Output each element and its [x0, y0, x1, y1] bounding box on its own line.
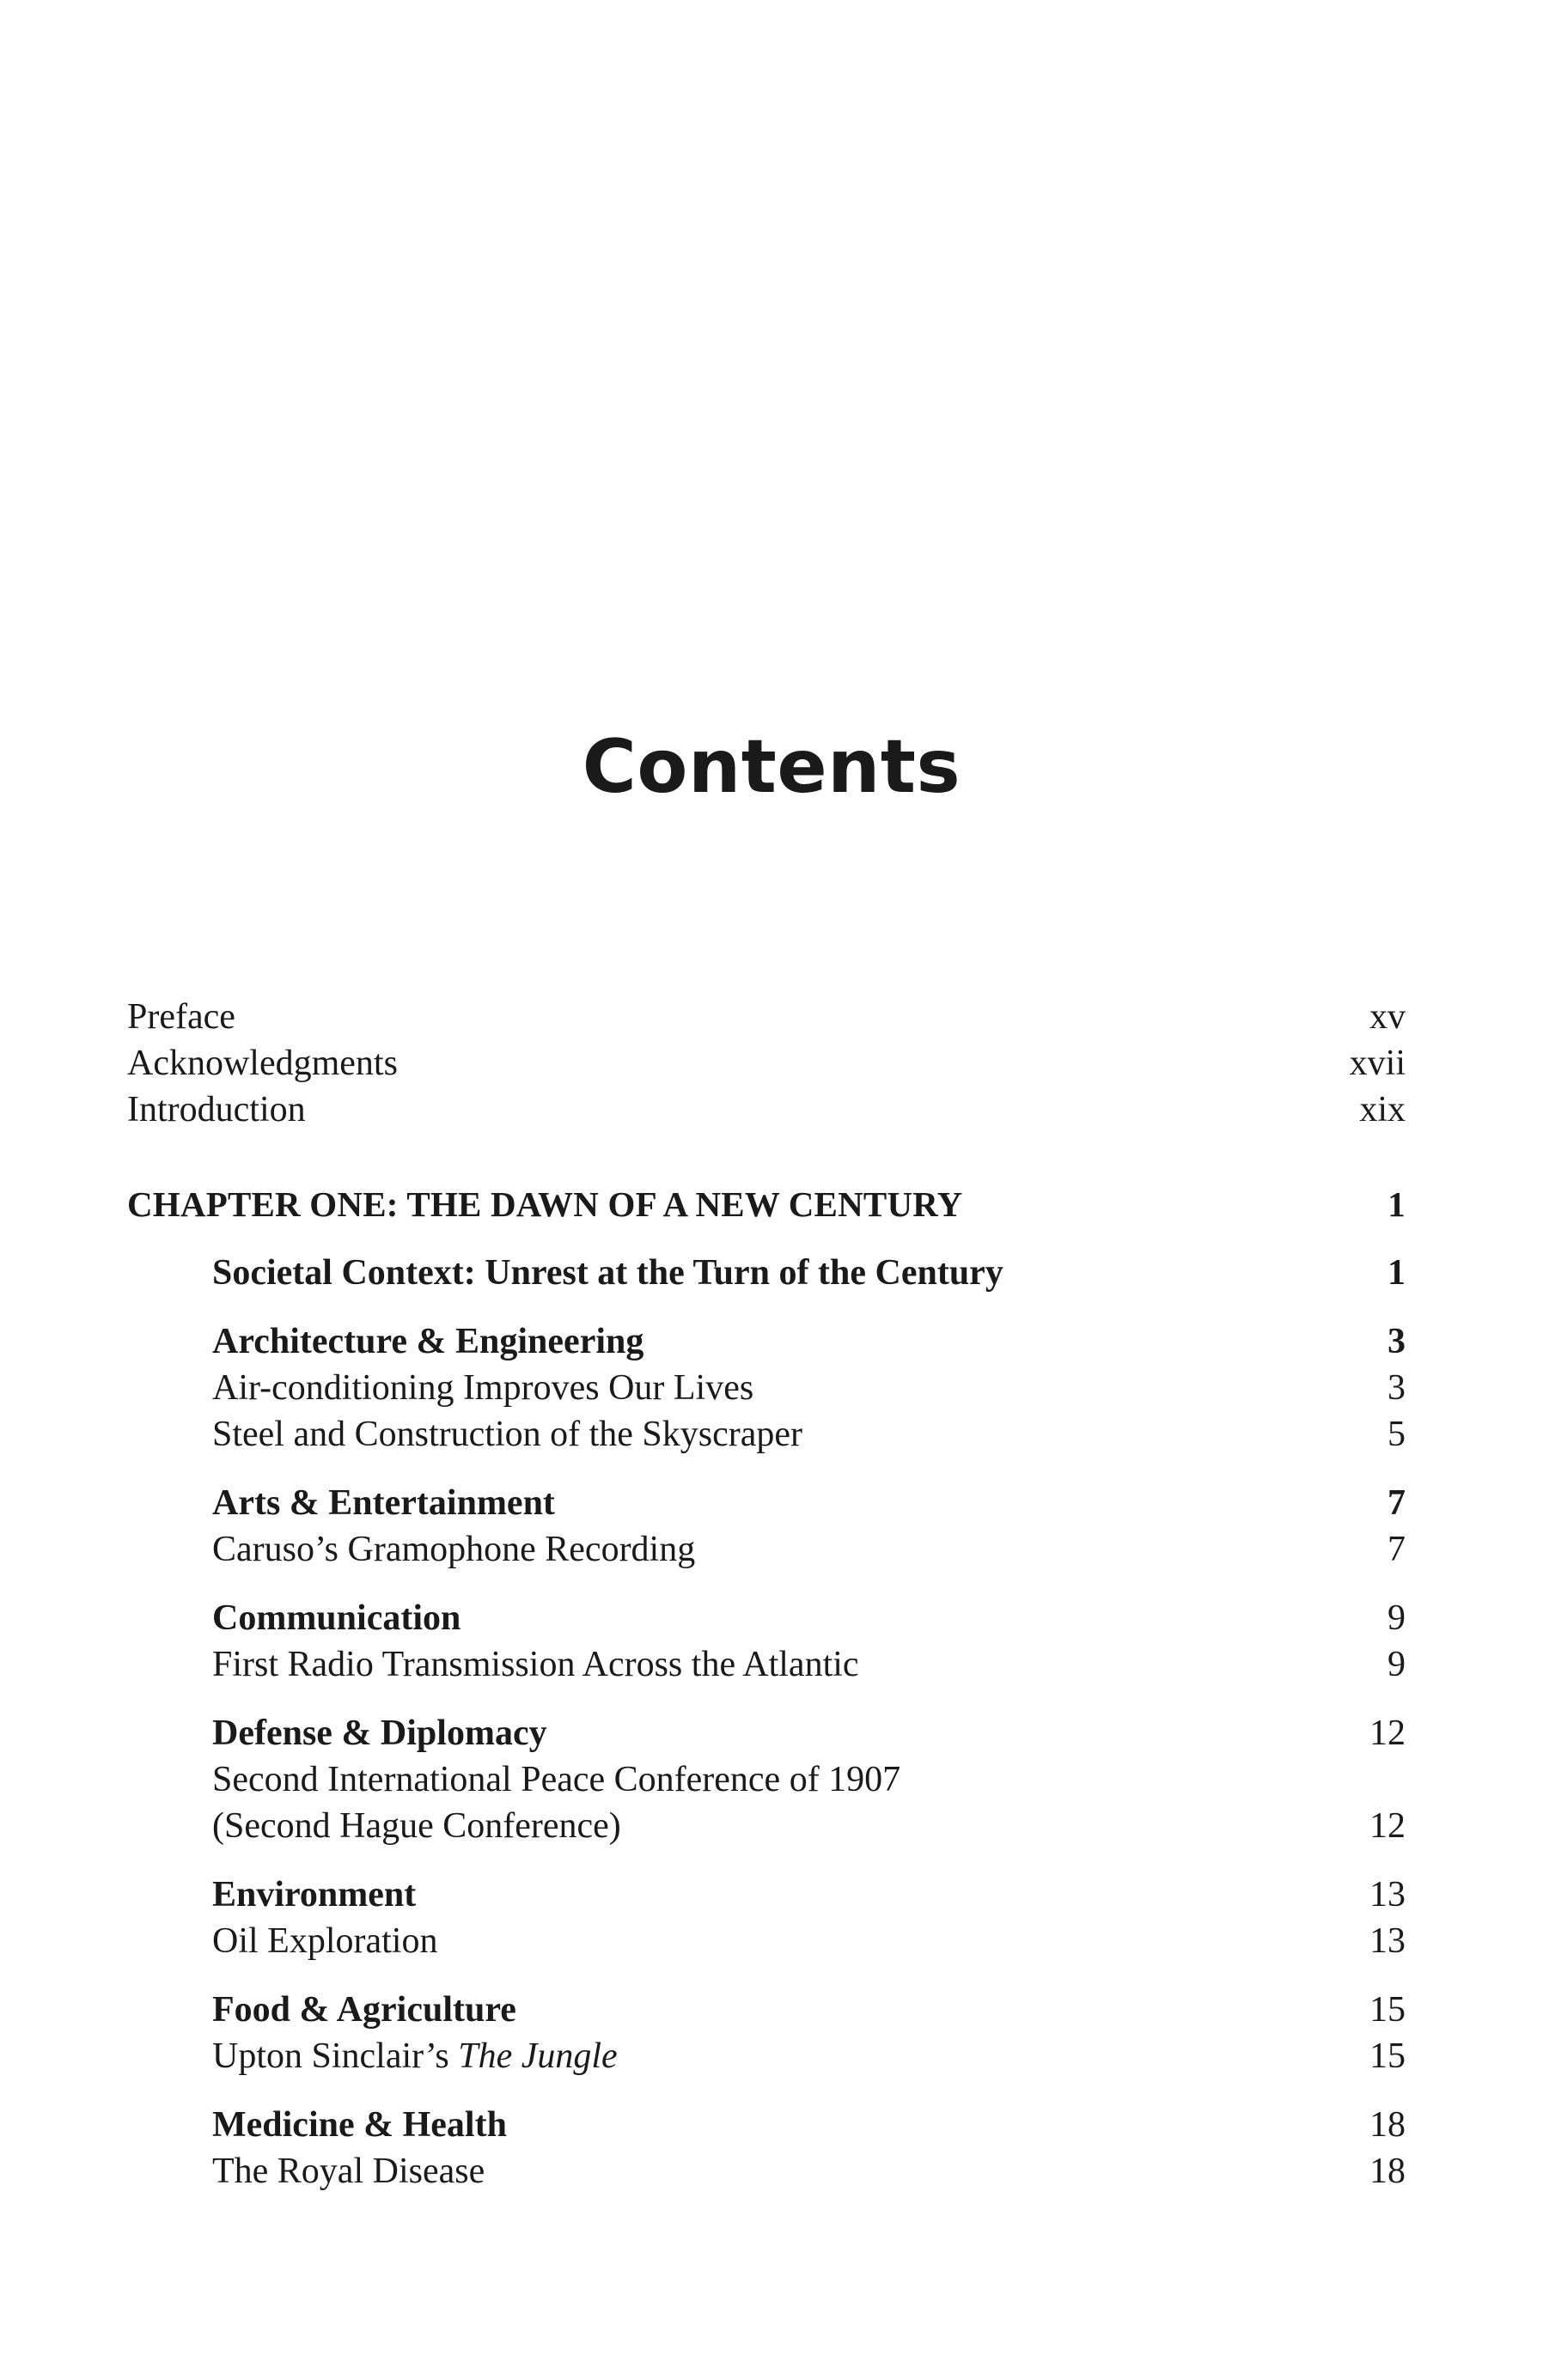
toc-section-societal-context	[127, 1250, 1406, 1296]
entry-title: Steel and Construction of the Skyscraper	[212, 1415, 803, 1454]
toc-entry-line2	[127, 1803, 1406, 1849]
section-page: 18	[1369, 2105, 1406, 2145]
entry-page: xv	[1369, 997, 1406, 1037]
entry-page: 15	[1369, 2036, 1406, 2076]
entry-page: 7	[1387, 1530, 1406, 1569]
entry-title: Introduction	[127, 1090, 306, 1129]
toc-section-environment	[127, 1872, 1406, 1918]
entry-title: Preface	[127, 997, 235, 1037]
toc-entry	[127, 1411, 1406, 1458]
section-title: Defense & Diplomacy	[212, 1713, 547, 1753]
section-page: 7	[1387, 1483, 1406, 1523]
entry-page: 18	[1369, 2152, 1406, 2191]
toc-section-communication	[127, 1595, 1406, 1641]
toc-section-architecture	[127, 1318, 1406, 1365]
entry-title-prefix: Upton Sinclair’s	[212, 2036, 459, 2076]
entry-title: The Royal Disease	[212, 2152, 485, 2191]
entry-title: Caruso’s Gramophone Recording	[212, 1530, 696, 1569]
entry-title: Acknowledgments	[127, 1044, 398, 1083]
toc-section-food	[127, 1987, 1406, 2033]
section-title: Arts & Entertainment	[212, 1483, 555, 1523]
entry-page: xvii	[1349, 1044, 1406, 1083]
entry-page: xix	[1359, 1090, 1406, 1129]
toc-entry-line1	[127, 1756, 1406, 1803]
entry-page: 13	[1369, 1921, 1406, 1961]
toc-entry-acknowledgments	[127, 1040, 1406, 1087]
entry-page: 3	[1387, 1368, 1406, 1408]
section-title: Environment	[212, 1875, 417, 1914]
entry-page: 5	[1387, 1415, 1406, 1454]
section-page: 15	[1369, 1990, 1406, 2030]
toc-entry	[127, 2148, 1406, 2194]
toc-entry	[127, 1641, 1406, 1688]
section-page: 12	[1369, 1713, 1406, 1753]
section-title: Food & Agriculture	[212, 1990, 516, 2030]
toc-section-defense	[127, 1710, 1406, 1756]
section-title: Architecture & Engineering	[212, 1322, 644, 1361]
toc-entry	[127, 1526, 1406, 1573]
table-of-contents	[127, 994, 1406, 2194]
entry-title: Second International Peace Conference of 1907	[212, 1760, 901, 1799]
chapter-page: 1	[1387, 1184, 1406, 1224]
section-title: Societal Context: Unrest at the Turn of the Century	[212, 1253, 1003, 1293]
section-title: Communication	[212, 1598, 461, 1638]
entry-title-italic: The Jungle	[458, 2036, 618, 2076]
section-page: 13	[1369, 1875, 1406, 1914]
chapter-title: CHAPTER ONE: THE DAWN OF A NEW CENTURY	[127, 1184, 963, 1224]
entry-title: First Radio Transmission Across the Atlantic	[212, 1645, 859, 1684]
entry-title: Oil Exploration	[212, 1921, 438, 1961]
toc-entry	[127, 1918, 1406, 1964]
toc-section-medicine	[127, 2102, 1406, 2148]
toc-entry	[127, 1365, 1406, 1411]
entry-title	[212, 2033, 618, 2079]
entry-title: (Second Hague Conference)	[212, 1806, 621, 1846]
entry-page: 12	[1369, 1806, 1406, 1846]
toc-entry-preface	[127, 994, 1406, 1040]
page-title: Contents	[582, 724, 961, 810]
entry-title: Air-conditioning Improves Our Lives	[212, 1368, 754, 1408]
section-title: Medicine & Health	[212, 2105, 507, 2145]
entry-page: 9	[1387, 1645, 1406, 1684]
section-page: 3	[1387, 1322, 1406, 1361]
section-page: 1	[1387, 1253, 1406, 1293]
toc-chapter-one	[127, 1181, 1406, 1227]
section-page: 9	[1387, 1598, 1406, 1638]
toc-entry	[127, 2033, 1406, 2079]
toc-section-arts	[127, 1480, 1406, 1526]
toc-entry-introduction	[127, 1087, 1406, 1133]
